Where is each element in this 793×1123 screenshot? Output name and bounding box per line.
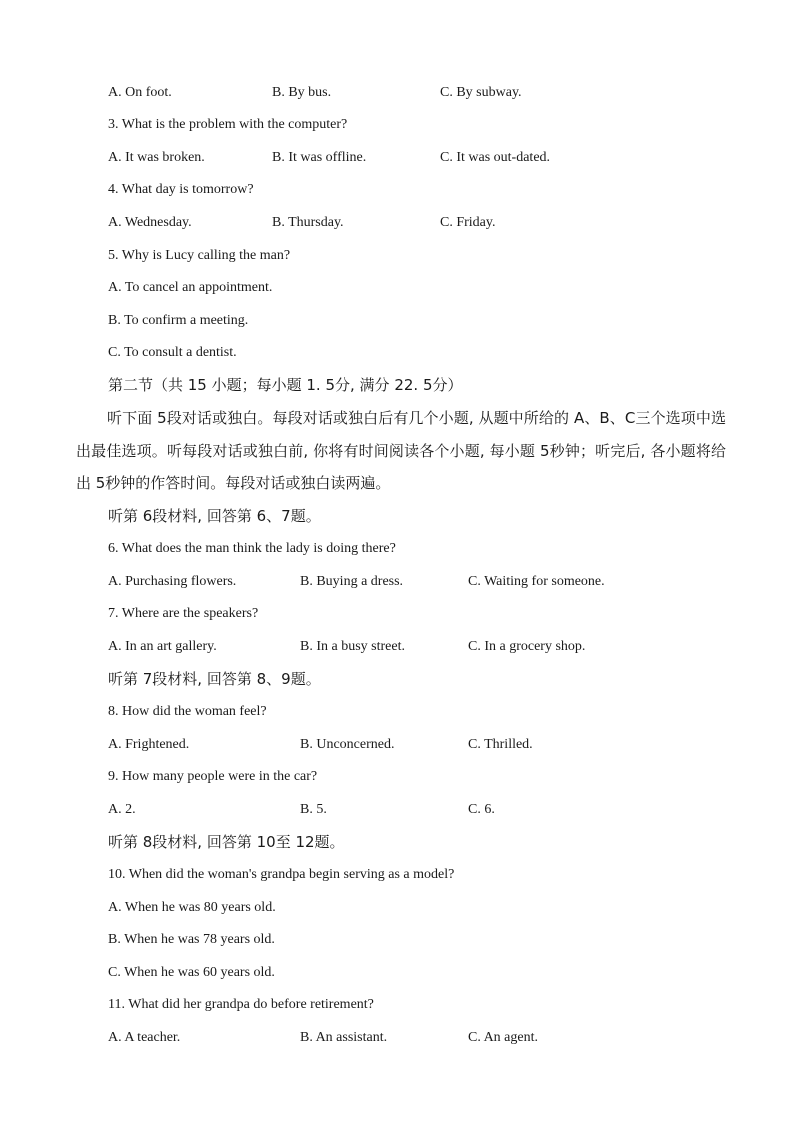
text6-intro: 听第 6段材料, 回答第 6、7题。 — [108, 507, 321, 525]
q10-option-c: C. When he was 60 years old. — [108, 965, 275, 980]
q5-option-a: A. To cancel an appointment. — [108, 280, 273, 295]
q11-option-b: B. An assistant. — [300, 1030, 388, 1045]
q6-option-b: B. Buying a dress. — [300, 574, 404, 589]
q8-question: 8. How did the woman feel? — [108, 704, 267, 719]
q10-question: 10. When did the woman's grandpa begin serving as a model? — [108, 867, 455, 882]
q4-question: 4. What day is tomorrow? — [108, 182, 254, 197]
q3-option-a: A. It was broken. — [108, 150, 205, 165]
q3-question: 3. What is the problem with the computer? — [108, 117, 348, 132]
section2-instructions: 听下面 5段对话或独白。每段对话或独白后有几个小题, 从题中所给的 A、B、C三个选项中选出最佳选项。听每段对话或独白前, 你将有时间阅读各个小题, 每小题 5秒钟；听完后, 各小题将给出 5秒钟的作答时间。每段对话或独白读两遍。 — [76, 409, 726, 492]
q5-option-b: B. To confirm a meeting. — [108, 313, 249, 328]
q7-question: 7. Where are the speakers? — [108, 606, 259, 621]
text8-intro: 听第 8段材料, 回答第 10至 12题。 — [108, 833, 345, 851]
q8-option-a: A. Frightened. — [108, 737, 190, 752]
q2-option-a: A. On foot. — [108, 85, 172, 100]
q11-option-c: C. An agent. — [468, 1030, 538, 1045]
q9-option-b: B. 5. — [300, 802, 327, 817]
q6-option-a: A. Purchasing flowers. — [108, 574, 237, 589]
q3-option-c: C. It was out-dated. — [440, 150, 551, 165]
q2-option-c: C. By subway. — [440, 85, 522, 100]
q4-option-c: C. Friday. — [440, 215, 496, 230]
q5-question: 5. Why is Lucy calling the man? — [108, 248, 291, 263]
q3-option-b: B. It was offline. — [272, 150, 367, 165]
q7-option-a: A. In an art gallery. — [108, 639, 217, 654]
q7-option-c: C. In a grocery shop. — [468, 639, 586, 654]
q7-option-b: B. In a busy street. — [300, 639, 405, 654]
q4-option-a: A. Wednesday. — [108, 215, 192, 230]
section2-heading: 第二节（共 15 小题；每小题 1. 5分, 满分 22. 5分） — [108, 376, 463, 394]
q5-option-c: C. To consult a dentist. — [108, 345, 237, 360]
q11-question: 11. What did her grandpa do before retirement? — [108, 997, 374, 1012]
q6-question: 6. What does the man think the lady is doing there? — [108, 541, 396, 556]
q2-option-b: B. By bus. — [272, 85, 332, 100]
q10-option-a: A. When he was 80 years old. — [108, 900, 276, 915]
q8-option-c: C. Thrilled. — [468, 737, 533, 752]
q6-option-c: C. Waiting for someone. — [468, 574, 605, 589]
q4-option-b: B. Thursday. — [272, 215, 344, 230]
text7-intro: 听第 7段材料, 回答第 8、9题。 — [108, 670, 321, 688]
q11-option-a: A. A teacher. — [108, 1030, 181, 1045]
q10-option-b: B. When he was 78 years old. — [108, 932, 275, 947]
q9-option-c: C. 6. — [468, 802, 495, 817]
q9-option-a: A. 2. — [108, 802, 136, 817]
q8-option-b: B. Unconcerned. — [300, 737, 395, 752]
q9-question: 9. How many people were in the car? — [108, 769, 318, 784]
